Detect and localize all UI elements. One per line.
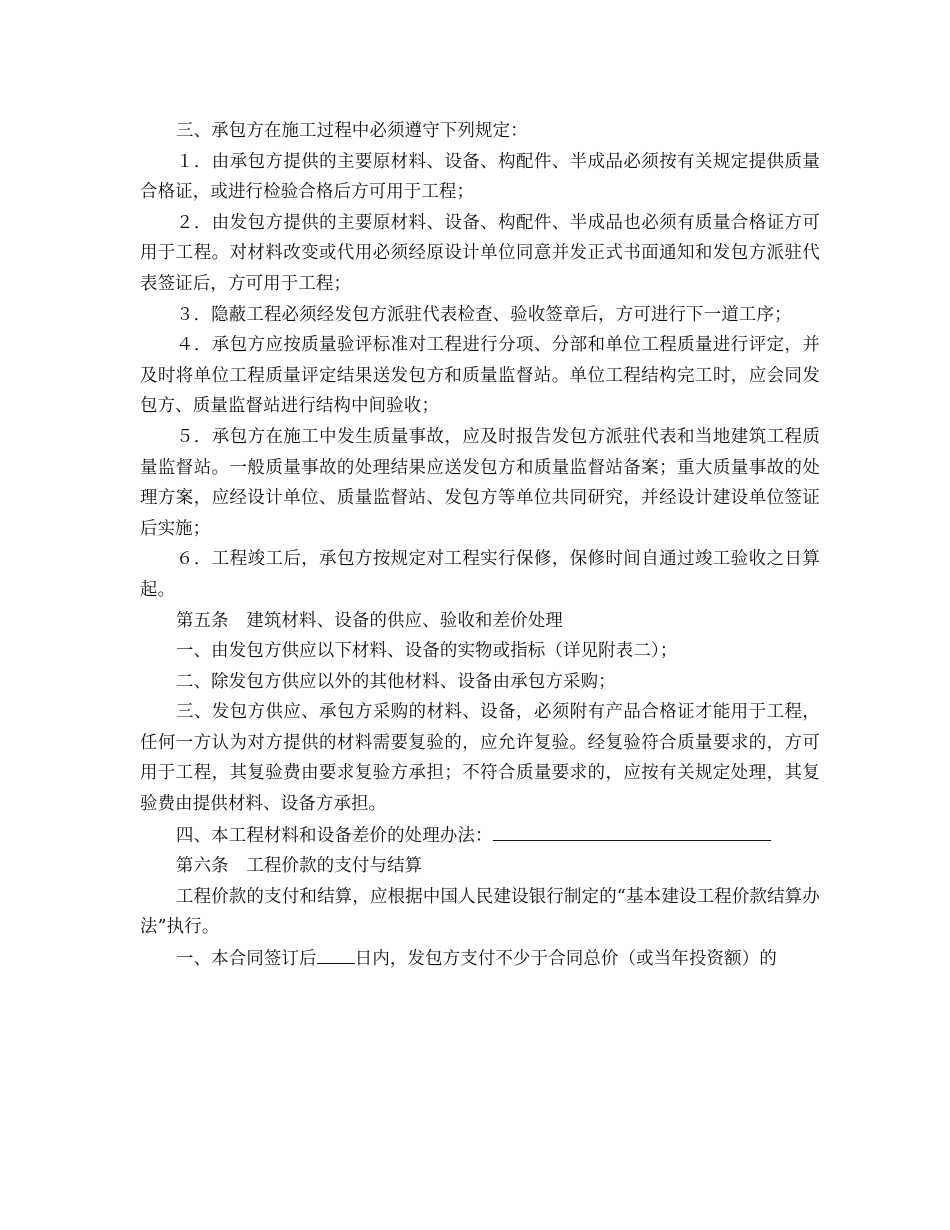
- paragraph: ２．由发包方提供的主要原材料、设备、构配件、半成品也必须有质量合格证方可用于工程。对材料改变或代用必须经原设计单位同意并发正式书面通知和发包方派驻代表签证后，方可用于工程；: [140, 212, 820, 294]
- paragraph-with-blank: [140, 820, 820, 852]
- paragraph: １．由承包方提供的主要原材料、设备、构配件、半成品必须按有关规定提供质量合格证，或进行检验合格后方可用于工程；: [140, 151, 820, 203]
- paragraph-text: 日内，发包方支付不少于合同总价（或当年投资额）的: [354, 949, 777, 970]
- paragraph: ５．承包方在施工中发生质量事故，应及时报告发包方派驻代表和当地建筑工程质量监督站。一般质量事故的处理结果应送发包方和质量监督站备案；重大质量事故的处理方案，应经设计单位、质量监督站、发包方等单位共同研究，并经设计建设单位签证后实施；: [140, 426, 820, 539]
- paragraph: ４．承包方应按质量验评标准对工程进行分项、分部和单位工程质量进行评定，并及时将单位工程质量评定结果送发包方和质量监督站。单位工程结构完工时，应会同发包方、质量监督站进行结构中间验收；: [140, 335, 820, 417]
- paragraph: 三、发包方供应、承包方采购的材料、设备，必须附有产品合格证才能用于工程，任何一方认为对方提供的材料需要复验的，应允许复验。经复验符合质量要求的，方可用于工程，其复验费由要求复验方承担；不符合质量要求的，应按有关规定处理，其复验费由提供材料、设备方承担。: [140, 702, 820, 815]
- paragraph-text: 一、本合同签订后: [176, 949, 317, 970]
- paragraph: 工程价款的支付和结算，应根据中国人民建设银行制定的“基本建设工程价款结算办法”执行。: [140, 886, 820, 938]
- fill-in-blank[interactable]: [317, 943, 355, 964]
- paragraph-text: 四、本工程材料和设备差价的处理办法：: [176, 825, 493, 846]
- paragraph: 二、除发包方供应以外的其他材料、设备由承包方采购；: [176, 671, 616, 692]
- fill-in-blank[interactable]: [493, 820, 771, 841]
- article-heading: 第六条 工程价款的支付与结算: [176, 856, 423, 877]
- paragraph: ６．工程竣工后，承包方按规定对工程实行保修，保修时间自通过竣工验收之日算起。: [140, 549, 820, 600]
- article-heading: 第五条 建筑材料、设备的供应、验收和差价处理: [176, 610, 563, 631]
- paragraph: 一、由发包方供应以下材料、设备的实物或指标（详见附表二）；: [176, 641, 678, 662]
- paragraph-with-blank: [140, 943, 820, 975]
- paragraph: ３．隐蔽工程必须经发包方派驻代表检查、验收签章后，方可进行下一道工序；: [176, 304, 792, 325]
- paragraph: 三、承包方在施工过程中必须遵守下列规定：: [176, 121, 528, 141]
- document-body: [140, 116, 820, 975]
